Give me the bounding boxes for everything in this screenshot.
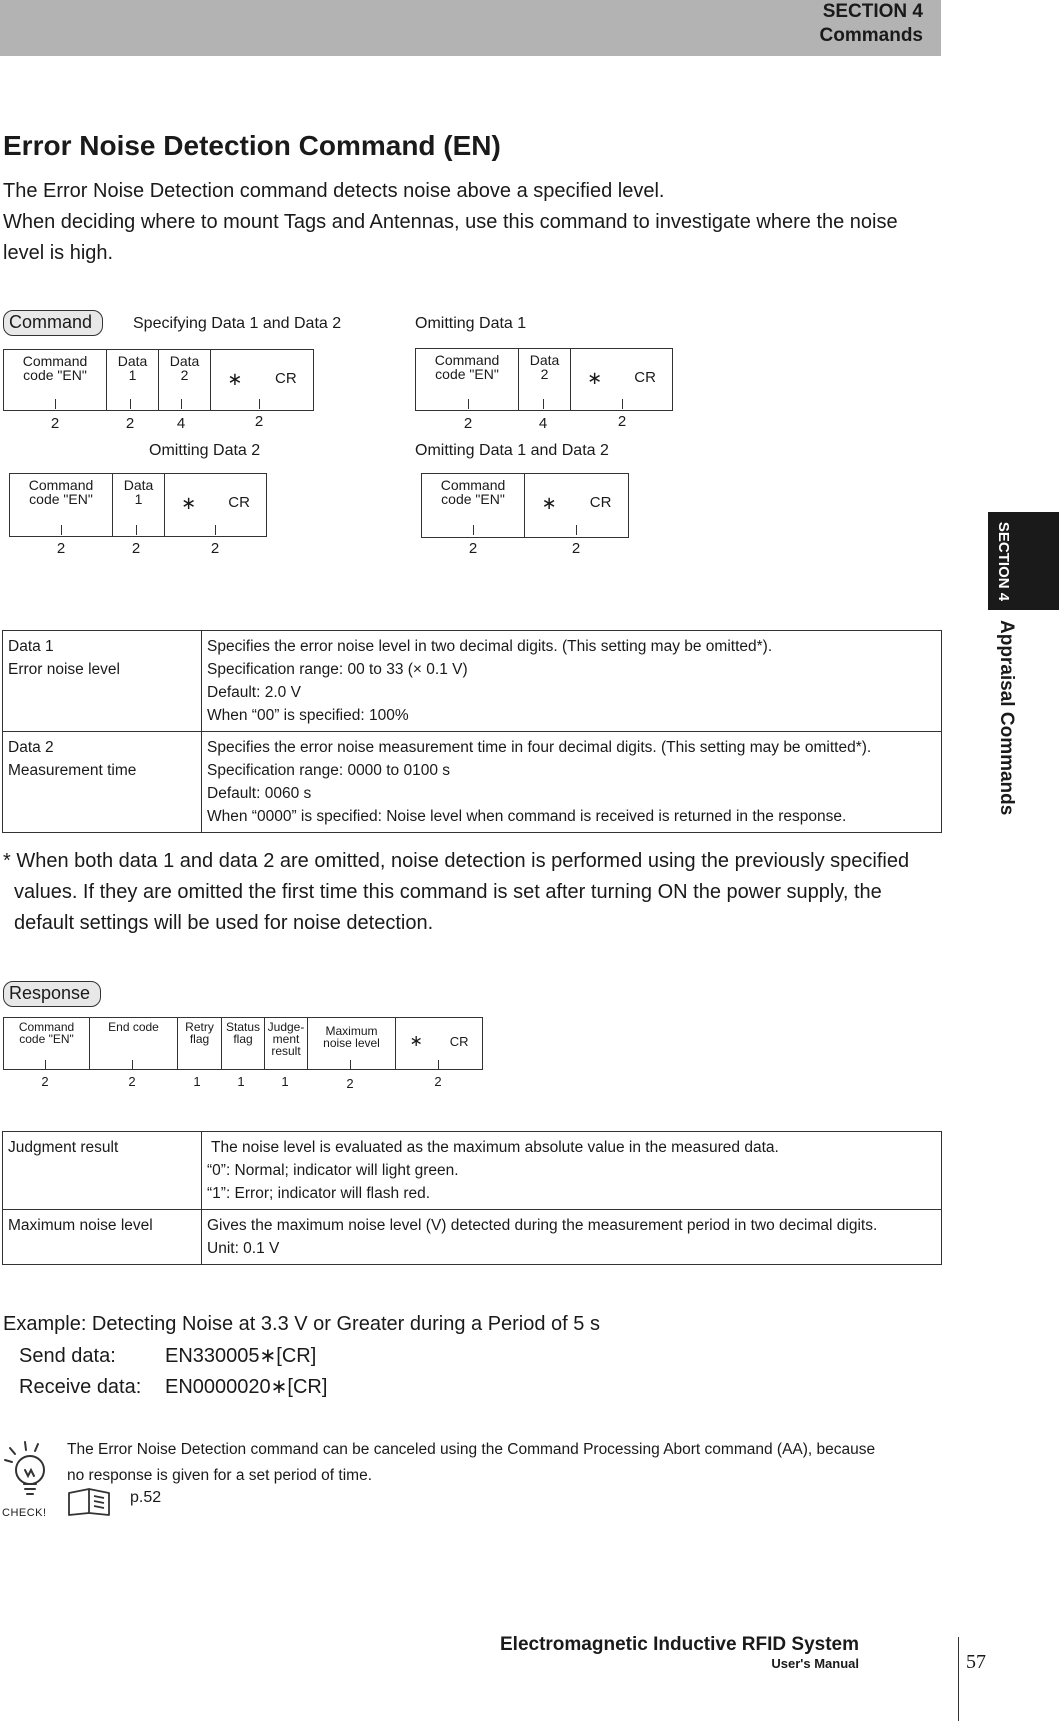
header-bar bbox=[0, 0, 941, 56]
tick bbox=[61, 525, 62, 535]
tick bbox=[438, 1060, 439, 1070]
table-row bbox=[3, 1132, 942, 1210]
variant-title: Omitting Data 1 and Data 2 bbox=[415, 442, 609, 459]
tick bbox=[181, 399, 182, 409]
frame-cell-end-code bbox=[90, 1018, 178, 1069]
example-send-value: EN330005∗[CR] bbox=[165, 1345, 317, 1367]
check-note-line: no response is given for a set period of time. bbox=[67, 1467, 372, 1484]
command-frame-full bbox=[3, 349, 314, 411]
cell-label: Retry flag bbox=[185, 1020, 214, 1046]
variant-title: Omitting Data 1 bbox=[415, 315, 527, 332]
variant-title: Omitting Data 2 bbox=[149, 442, 261, 459]
header-section-title: Commands bbox=[819, 25, 923, 46]
header-section bbox=[820, 0, 923, 48]
cell-label: Data 1 bbox=[123, 477, 154, 507]
byte-count: 2 bbox=[56, 540, 66, 557]
check-note bbox=[67, 1437, 875, 1489]
cell-label: Command code "EN" bbox=[440, 477, 506, 507]
example-receive-label: Receive data: bbox=[19, 1376, 142, 1398]
tick bbox=[259, 399, 260, 409]
check-note-line: The Error Noise Detection command can be canceled using the Command Processing Abort command (AA), because bbox=[67, 1441, 876, 1458]
table-row bbox=[3, 732, 942, 833]
command-frame-omit-data2 bbox=[9, 473, 267, 537]
page-title: Error Noise Detection Command (EN) bbox=[3, 130, 501, 161]
cell-label: Command code "EN" bbox=[22, 353, 88, 383]
frame-cell-data2 bbox=[159, 350, 211, 410]
frame-cell-status-flag bbox=[222, 1018, 265, 1069]
byte-count: 2 bbox=[463, 415, 473, 432]
cell-label: Command code "EN" bbox=[28, 477, 94, 507]
byte-count: 2 bbox=[210, 540, 220, 557]
book-icon bbox=[67, 1487, 113, 1522]
cell-label: Judge- ment result bbox=[267, 1020, 305, 1058]
cell-text: “0”: Normal; indicator will light green. bbox=[207, 1162, 459, 1179]
frame-cell-data1 bbox=[107, 350, 159, 410]
cell-label: Command code "EN" bbox=[18, 1020, 75, 1046]
byte-count: 2 bbox=[50, 415, 60, 432]
cell-text: Specifies the error noise level in two decimal digits. (This setting may be omitted*). bbox=[207, 638, 773, 655]
byte-count: 2 bbox=[128, 1074, 136, 1089]
tick bbox=[45, 1060, 46, 1070]
cell-text: Default: 2.0 V bbox=[207, 684, 301, 701]
footer-divider bbox=[958, 1637, 959, 1721]
tick bbox=[350, 1060, 351, 1070]
cr-symbol: CR bbox=[275, 370, 297, 387]
star-symbol: ∗ bbox=[587, 368, 603, 388]
command-frame-omit-both bbox=[421, 473, 629, 538]
cell-text: Data 1 bbox=[8, 638, 54, 655]
cell-text: When “0000” is specified: Noise level when command is received is returned in the response. bbox=[207, 808, 847, 825]
byte-count: 2 bbox=[434, 1074, 442, 1089]
cell-label: Command code "EN" bbox=[434, 352, 500, 382]
response-frame bbox=[3, 1017, 483, 1070]
cr-symbol: CR bbox=[589, 494, 612, 511]
footer-title: Electromagnetic Inductive RFID System bbox=[500, 1634, 859, 1655]
byte-count: 2 bbox=[571, 540, 581, 557]
intro-line: When deciding where to mount Tags and Antennas, use this command to investigate where the noise bbox=[3, 211, 898, 233]
cell-text: Maximum noise level bbox=[8, 1217, 153, 1234]
cell-text: When “00” is specified: 100% bbox=[207, 707, 409, 724]
cell-label: Data 2 bbox=[529, 352, 560, 382]
check-icon bbox=[2, 1440, 58, 1520]
page-reference[interactable]: p.52 bbox=[130, 1489, 162, 1506]
cell-label: Maximum noise level bbox=[323, 1024, 380, 1050]
tick bbox=[576, 525, 577, 535]
check-icon-label: CHECK! bbox=[2, 1507, 47, 1519]
table-row bbox=[3, 631, 942, 732]
cell-text: Specification range: 00 to 33 (× 0.1 V) bbox=[207, 661, 468, 678]
footnote-line: default settings will be used for noise detection. bbox=[14, 912, 434, 934]
table-cell-desc bbox=[202, 1132, 942, 1210]
intro-line: The Error Noise Detection command detects noise above a specified level. bbox=[3, 180, 665, 202]
byte-count: 1 bbox=[193, 1074, 201, 1089]
footnote-line: values. If they are omitted the first time this command is set after turning ON the power supply, the bbox=[14, 881, 882, 903]
tick bbox=[543, 399, 544, 409]
byte-count: 2 bbox=[254, 413, 264, 430]
example-title: Example: Detecting Noise at 3.3 V or Greater during a Period of 5 s bbox=[3, 1313, 600, 1335]
frame-cell-data2 bbox=[519, 349, 571, 410]
cr-symbol: CR bbox=[634, 369, 656, 386]
intro bbox=[3, 176, 898, 269]
example-receive-value: EN0000020∗[CR] bbox=[165, 1376, 328, 1398]
cell-text: Specification range: 0000 to 0100 s bbox=[207, 762, 451, 779]
table-cell-name bbox=[3, 1132, 202, 1210]
cr-symbol: CR bbox=[228, 494, 250, 511]
frame-cell-terminator bbox=[396, 1018, 482, 1069]
cell-text: Gives the maximum noise level (V) detected during the measurement period in two decimal digits. bbox=[207, 1217, 878, 1234]
footer-subtitle: User's Manual bbox=[771, 1656, 859, 1671]
star-symbol: ∗ bbox=[541, 493, 557, 513]
side-tab-title bbox=[992, 620, 1022, 840]
cr-symbol: CR bbox=[449, 1034, 469, 1049]
cell-label: Data 1 bbox=[117, 353, 148, 383]
byte-count: 2 bbox=[617, 413, 627, 430]
star-symbol: ∗ bbox=[227, 369, 243, 389]
table-cell-name bbox=[3, 631, 202, 732]
byte-count: 2 bbox=[41, 1074, 49, 1089]
cell-text: Data 2 bbox=[8, 739, 54, 756]
frame-cell-max-noise bbox=[308, 1018, 396, 1069]
byte-count: 4 bbox=[538, 415, 548, 432]
command-label: Command bbox=[3, 310, 103, 336]
data-table bbox=[2, 630, 942, 833]
star-symbol: ∗ bbox=[409, 1033, 423, 1050]
table-cell-desc bbox=[202, 1210, 942, 1265]
command-frame-omit-data1 bbox=[415, 348, 673, 411]
byte-count: 2 bbox=[346, 1076, 354, 1091]
byte-count: 2 bbox=[131, 540, 141, 557]
frame-cell-command-code bbox=[4, 1018, 90, 1069]
tick bbox=[473, 525, 474, 535]
star-symbol: ∗ bbox=[181, 493, 197, 513]
lightbulb-icon bbox=[2, 1440, 58, 1502]
frame-cell-terminator bbox=[211, 350, 313, 410]
cell-text: Unit: 0.1 V bbox=[207, 1240, 280, 1257]
side-tab-section-label: SECTION 4 bbox=[995, 521, 1013, 601]
footnote-line: * When both data 1 and data 2 are omitted, noise detection is performed using the previously specified bbox=[3, 850, 910, 872]
response-table bbox=[2, 1131, 942, 1265]
cell-label: Data 2 bbox=[169, 353, 200, 383]
tick bbox=[136, 525, 137, 535]
table-cell-desc bbox=[202, 732, 942, 833]
cell-text: Default: 0060 s bbox=[207, 785, 312, 802]
tick bbox=[55, 399, 56, 409]
cell-text: Specifies the error noise measurement time in four decimal digits. (This setting may be omitted*). bbox=[207, 739, 872, 756]
cell-text: Measurement time bbox=[8, 762, 137, 779]
variant-title: Specifying Data 1 and Data 2 bbox=[133, 315, 342, 332]
cell-label: End code bbox=[108, 1020, 159, 1034]
example-send-label: Send data: bbox=[19, 1345, 116, 1367]
frame-cell-data1 bbox=[113, 474, 165, 536]
side-tab-title-label: Appraisal Commands bbox=[996, 620, 1017, 816]
footnote bbox=[3, 846, 943, 939]
tick bbox=[622, 399, 623, 409]
table-cell-desc bbox=[202, 631, 942, 732]
frame-cell-judgment-result bbox=[265, 1018, 308, 1069]
side-tab-section bbox=[988, 512, 1020, 610]
tick bbox=[132, 1060, 133, 1070]
cell-text: “1”: Error; indicator will flash red. bbox=[207, 1185, 431, 1202]
byte-count: 4 bbox=[176, 415, 186, 432]
byte-count: 1 bbox=[237, 1074, 245, 1089]
response-label: Response bbox=[3, 981, 101, 1007]
byte-count: 1 bbox=[281, 1074, 289, 1089]
frame-cell-retry-flag bbox=[178, 1018, 222, 1069]
cell-text: Judgment result bbox=[8, 1139, 119, 1156]
tick bbox=[215, 525, 216, 535]
byte-count: 2 bbox=[468, 540, 478, 557]
cell-text: Error noise level bbox=[8, 661, 120, 678]
tick bbox=[468, 399, 469, 409]
table-row bbox=[3, 1210, 942, 1265]
intro-line: level is high. bbox=[3, 242, 114, 264]
header-section-number: SECTION 4 bbox=[822, 1, 923, 22]
byte-count: 2 bbox=[125, 415, 135, 432]
page-number: 57 bbox=[966, 1651, 986, 1673]
cell-text: The noise level is evaluated as the maximum absolute value in the measured data. bbox=[207, 1139, 779, 1156]
table-cell-name bbox=[3, 1210, 202, 1265]
cell-label: Status flag bbox=[225, 1020, 261, 1046]
tick bbox=[130, 399, 131, 409]
table-cell-name bbox=[3, 732, 202, 833]
